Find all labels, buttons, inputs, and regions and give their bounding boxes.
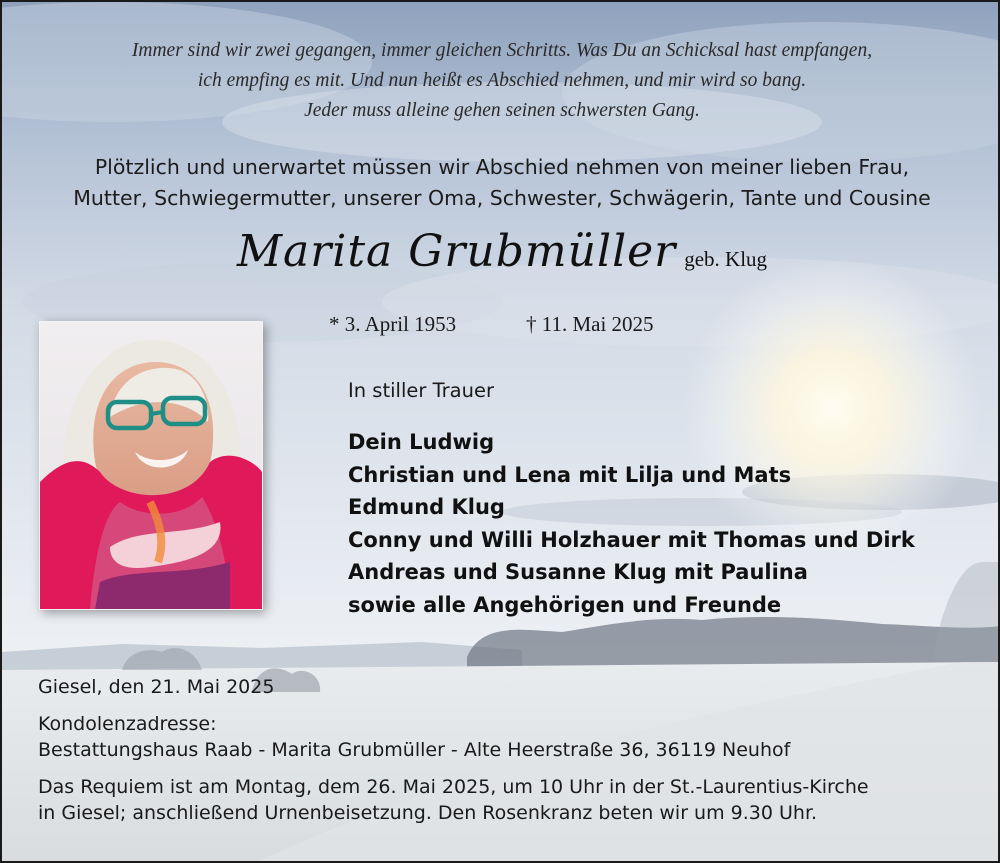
mourner: Dein Ludwig bbox=[348, 430, 495, 454]
mourner: Christian und Lena mit Lilja und Mats bbox=[348, 462, 792, 487]
portrait-photo bbox=[39, 321, 263, 610]
intro-text bbox=[2, 152, 1000, 214]
poem bbox=[2, 36, 1000, 126]
condolence-label: Kondolenzadresse: bbox=[38, 712, 217, 735]
requiem-line: Das Requiem ist am Montag, dem 26. Mai 2025, um 10 Uhr in der St.-Laurentius-Kirche bbox=[38, 775, 869, 798]
poem-line: Jeder muss alleine gehen seinen schwersten Gang. bbox=[304, 100, 700, 121]
place-date: Giesel, den 21. Mai 2025 bbox=[38, 676, 275, 698]
intro-line: Plötzlich und unerwartet müssen wir Abschied nehmen von meiner lieben Frau, bbox=[94, 155, 910, 179]
deceased-name-block bbox=[2, 226, 1000, 277]
intro-line: Mutter, Schwiegermutter, unserer Oma, Schwester, Schwägerin, Tante und Cousine bbox=[73, 186, 931, 210]
mourners-list bbox=[348, 426, 915, 621]
poem-line: ich empfing es mit. Und nun heißt es Abschied nehmen, und mir wird so bang. bbox=[197, 70, 807, 91]
mourning-heading: In stiller Trauer bbox=[348, 379, 494, 402]
deceased-name: Marita Grubmüller bbox=[236, 226, 677, 277]
poem-line: Immer sind wir zwei gegangen, immer gleichen Schritts. Was Du an Schicksal hast empfangen, bbox=[131, 40, 873, 61]
birth-name: geb. Klug bbox=[684, 247, 768, 271]
birth-date: * 3. April 1953 bbox=[329, 312, 457, 336]
mourner: sowie alle Angehörigen und Freunde bbox=[348, 592, 782, 617]
bottom-info bbox=[38, 674, 869, 827]
mourner: Conny und Willi Holzhauer mit Thomas und Dirk bbox=[348, 527, 915, 552]
death-date: † 11. Mai 2025 bbox=[526, 312, 654, 336]
mourner: Andreas und Susanne Klug mit Paulina bbox=[348, 560, 808, 584]
mourner: Edmund Klug bbox=[348, 495, 505, 519]
condolence-address: Bestattungshaus Raab - Marita Grubmüller - Alte Heerstraße 36, 36119 Neuhof bbox=[38, 739, 791, 761]
requiem-line: in Giesel; anschließend Urnenbeisetzung. Den Rosenkranz beten wir um 9.30 Uhr. bbox=[38, 802, 818, 824]
